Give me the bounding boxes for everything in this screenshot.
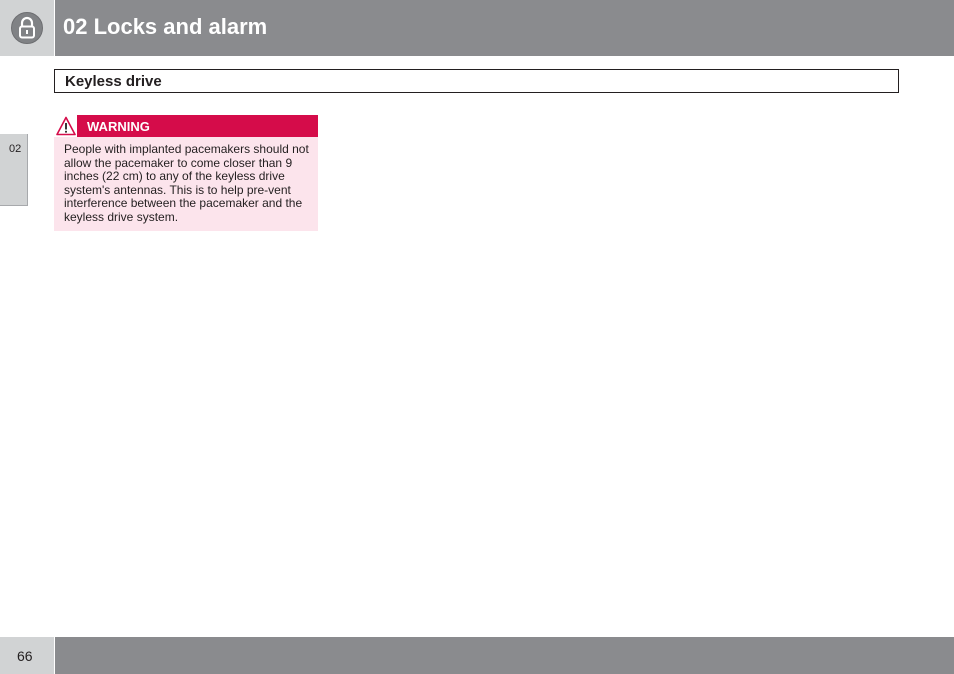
warning-triangle-icon <box>54 115 77 137</box>
chapter-side-tab <box>0 134 28 206</box>
section-heading-box <box>54 69 899 93</box>
footer-bar <box>55 637 954 674</box>
padlock-icon <box>11 12 43 44</box>
chapter-icon-box <box>0 0 54 56</box>
page-number: 66 <box>17 648 33 664</box>
header-bar <box>55 0 954 56</box>
chapter-title: 02 Locks and alarm <box>63 14 268 39</box>
warning-text: People with implanted pacemakers should not allow the pacemaker to come closer than 9 inches (22 cm) to any of the keyless drive system's antennas. This is to help pre-vent interference between the pacemaker and the keyless drive system. <box>64 142 309 224</box>
section-title: Keyless drive <box>65 73 162 90</box>
warning-header <box>54 115 318 137</box>
page-number-box <box>0 637 54 674</box>
side-tab-label: 02 <box>9 143 22 155</box>
warning-label: WARNING <box>87 119 150 134</box>
warning-box <box>54 115 318 231</box>
